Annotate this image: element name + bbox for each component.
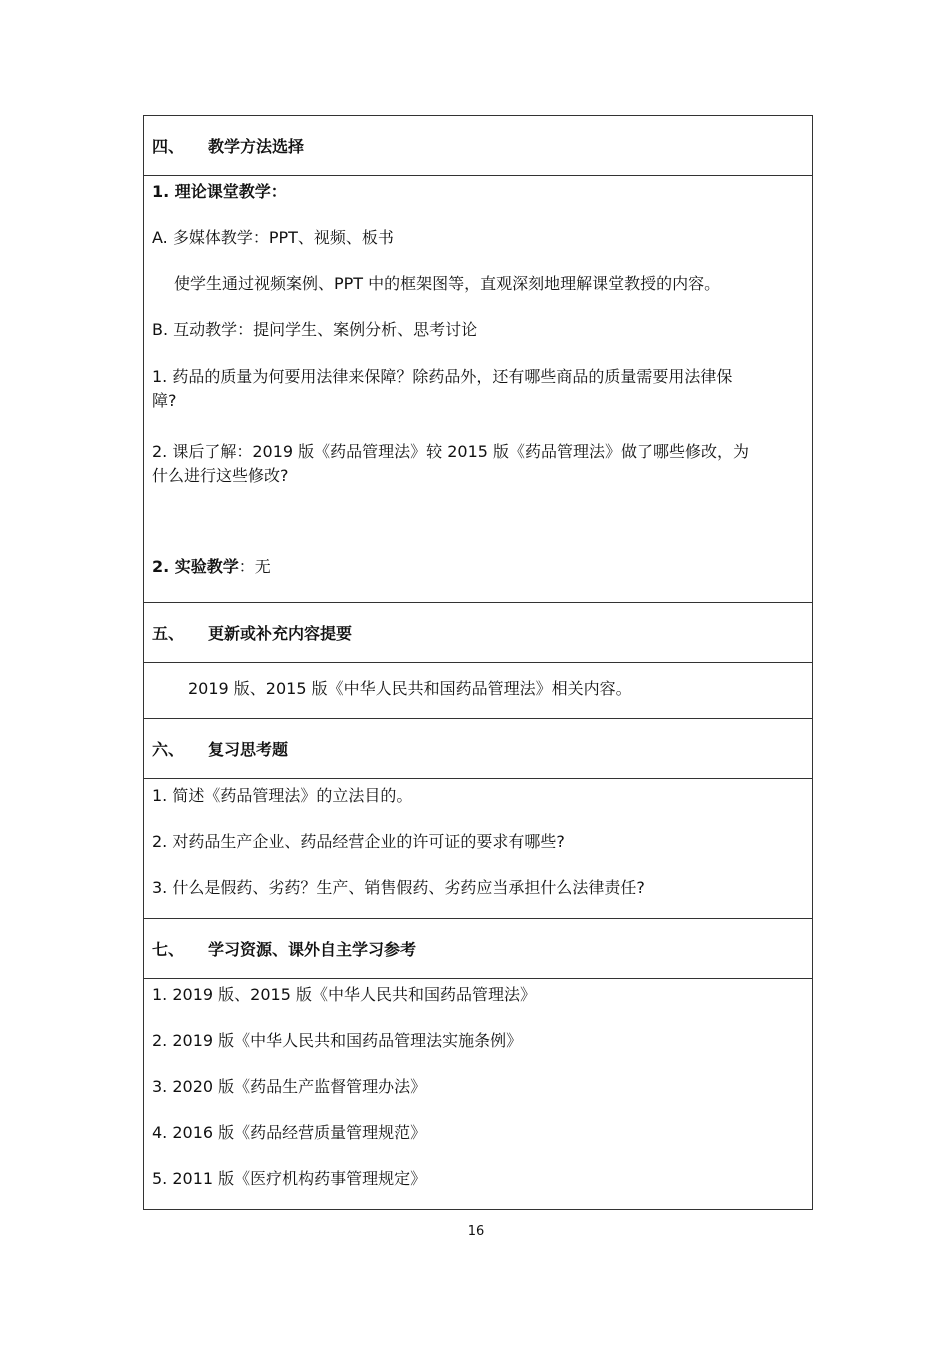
question-1-line-2: 障?: [152, 391, 177, 410]
reference-item: 1. 2019 版、2015 版《中华人民共和国药品管理法》: [152, 985, 536, 1004]
section-7-number: 七、: [152, 940, 185, 959]
document-table: [143, 115, 813, 1210]
section-4-body: [144, 176, 812, 603]
reference-item: 5. 2011 版《医疗机构药事管理规定》: [152, 1169, 427, 1188]
section-5-title: 更新或补充内容提要: [208, 624, 353, 643]
section-7-title: 学习资源、课外自主学习参考: [208, 940, 417, 959]
section-5-header: [144, 603, 812, 663]
theory-teaching-heading: 1. 理论课堂教学：: [152, 182, 287, 201]
experiment-teaching: [152, 555, 796, 579]
section-4-number: 四、: [152, 137, 185, 156]
section-5-number: 五、: [152, 624, 185, 643]
question-2-line-2: 什么进行这些修改?: [152, 466, 289, 485]
section-6-body: [144, 779, 812, 919]
multimedia-teaching: A. 多媒体教学：PPT、视频、板书: [152, 228, 394, 247]
section-4-title: 教学方法选择: [208, 137, 305, 156]
section-6-header: [144, 719, 812, 779]
section-5-body: [144, 663, 812, 719]
section-6-number: 六、: [152, 740, 185, 759]
section-7-header: [144, 919, 812, 979]
update-content: 2019 版、2015 版《中华人民共和国药品管理法》相关内容。: [188, 679, 632, 698]
interactive-teaching: B. 互动教学：提问学生、案例分析、思考讨论: [152, 320, 478, 339]
section-6-title: 复习思考题: [208, 740, 289, 759]
reference-item: 4. 2016 版《药品经营质量管理规范》: [152, 1123, 427, 1142]
question-1-line-1: 1. 药品的质量为何要用法律来保障？除药品外，还有哪些商品的质量需要用法律保: [152, 367, 733, 386]
reference-item: 3. 2020 版《药品生产监督管理办法》: [152, 1077, 427, 1096]
review-question: 2. 对药品生产企业、药品经营企业的许可证的要求有哪些?: [152, 832, 565, 851]
section-7-body: [144, 979, 812, 1209]
reference-item: 2. 2019 版《中华人民共和国药品管理法实施条例》: [152, 1031, 523, 1050]
experiment-teaching-label: 2. 实验教学: [152, 557, 239, 576]
multimedia-description: 使学生通过视频案例、PPT 中的框架图等，直观深刻地理解课堂教授的内容。: [174, 274, 721, 293]
experiment-teaching-value: ：无: [238, 557, 271, 576]
page-number: 16: [467, 1224, 485, 1239]
question-2-line-1: 2. 课后了解：2019 版《药品管理法》较 2015 版《药品管理法》做了哪些修改，为: [152, 442, 750, 461]
section-4-header: [144, 116, 812, 176]
review-question: 1. 简述《药品管理法》的立法目的。: [152, 786, 413, 805]
review-question: 3. 什么是假药、劣药？生产、销售假药、劣药应当承担什么法律责任?: [152, 878, 645, 897]
